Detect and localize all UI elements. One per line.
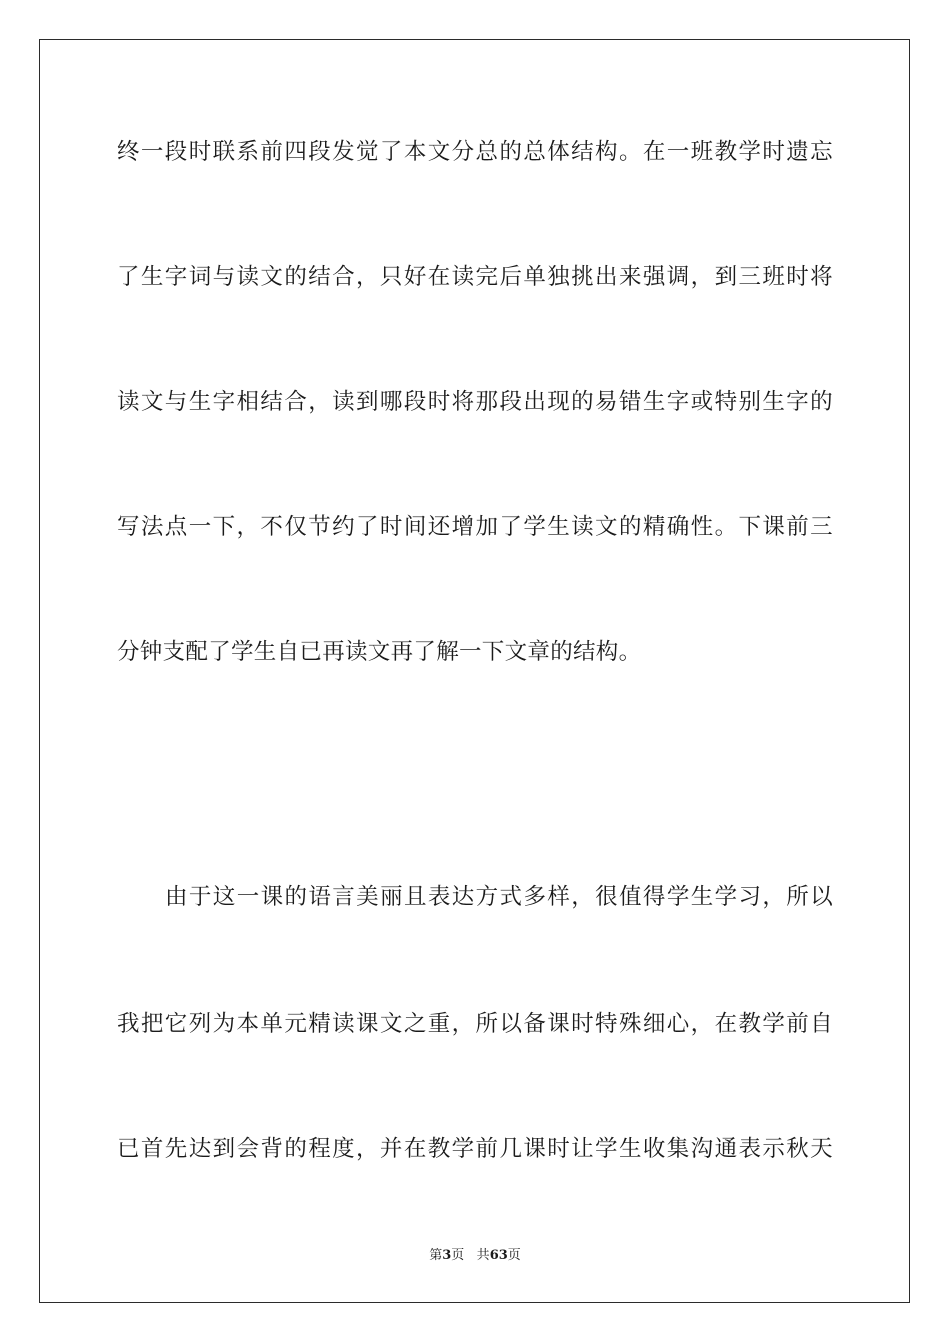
paragraph-1-line-5: 分钟支配了学生自已再读文再了解一下文章的结构。 xyxy=(117,639,642,665)
paragraph-1-line-2: 了生字词与读文的结合，只好在读完后单独挑出来强调，到三班时将 xyxy=(117,264,833,290)
total-suffix: 页 xyxy=(507,1248,521,1263)
total-pages: 63 xyxy=(489,1248,508,1263)
page-suffix: 页 xyxy=(451,1248,465,1263)
page-prefix: 第 xyxy=(429,1248,443,1263)
paragraph-2-line-1: 由于这一课的语言美丽且表达方式多样，很值得学生学习，所以 xyxy=(165,884,833,910)
paragraph-2-line-2: 我把它列为本单元精读课文之重，所以备课时特殊细心，在教学前自 xyxy=(117,1011,833,1037)
paragraph-1-line-1: 终一段时联系前四段发觉了本文分总的总体结构。在一班教学时遗忘 xyxy=(117,139,833,165)
page-footer xyxy=(0,1247,950,1265)
total-prefix: 共 xyxy=(476,1248,490,1263)
page-number: 3 xyxy=(442,1248,452,1263)
paragraph-1-line-4: 写法点一下，不仅节约了时间还增加了学生读文的精确性。下课前三 xyxy=(117,514,833,540)
page-border xyxy=(39,39,910,1303)
paragraph-1-line-3: 读文与生字相结合，读到哪段时将那段出现的易错生字或特别生字的 xyxy=(117,389,833,415)
paragraph-2-line-3: 已首先达到会背的程度，并在教学前几课时让学生收集沟通表示秋天 xyxy=(117,1136,833,1162)
